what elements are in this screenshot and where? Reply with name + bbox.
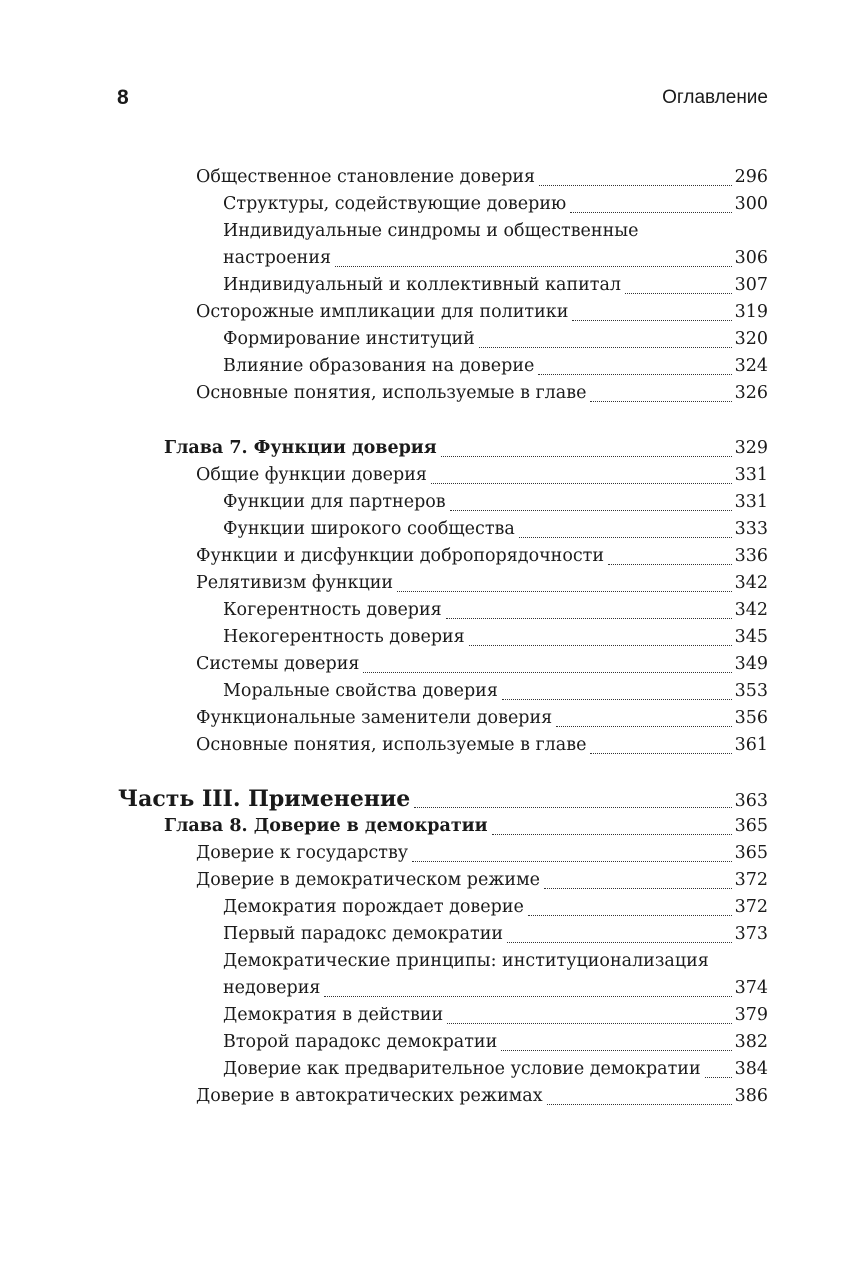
toc-entry[interactable]: Релятивизм функции 342 <box>196 573 768 593</box>
toc-entry[interactable]: Доверие в демократическом режиме 372 <box>196 870 768 890</box>
toc-entry[interactable]: Когерентность доверия 342 <box>223 600 768 620</box>
toc-entry-line: Индивидуальные синдромы и общественные <box>223 221 639 241</box>
toc-chapter[interactable]: Глава 8. Доверие в демократии 365 <box>164 816 768 836</box>
toc-entry-line: Демократические принципы: институционализация <box>223 951 709 971</box>
toc-entry[interactable]: Функциональные заменители доверия 356 <box>196 708 768 728</box>
toc-entry[interactable]: Основные понятия, используемые в главе 361 <box>196 735 768 755</box>
toc-entry[interactable]: Осторожные импликации для политики 319 <box>196 302 768 322</box>
toc-entry[interactable]: Функции и дисфункции добропорядочности 336 <box>196 546 768 566</box>
toc-entry[interactable]: Доверие в автократических режимах 386 <box>196 1086 768 1106</box>
toc-entry[interactable]: Функции для партнеров 331 <box>223 492 768 512</box>
toc-entry[interactable]: Некогерентность доверия 345 <box>223 627 768 647</box>
toc-entry[interactable]: Второй парадокс демократии 382 <box>223 1032 768 1052</box>
toc-chapter[interactable]: Глава 7. Функции доверия 329 <box>164 438 768 458</box>
toc-entry[interactable]: Функции широкого сообщества 333 <box>223 519 768 539</box>
toc-entry[interactable]: Структуры, содействующие доверию 300 <box>223 194 768 214</box>
toc-entry[interactable]: Доверие как предварительное условие демократии 384 <box>223 1059 768 1079</box>
toc-entry[interactable]: Основные понятия, используемые в главе 326 <box>196 383 768 403</box>
toc-entry[interactable]: Индивидуальный и коллективный капитал 307 <box>223 275 768 295</box>
toc-entry[interactable]: Общественное становление доверия 296 <box>196 167 768 187</box>
toc-entry[interactable]: Демократия порождает доверие 372 <box>223 897 768 917</box>
toc-entry[interactable]: Первый парадокс демократии 373 <box>223 924 768 944</box>
toc-entry[interactable]: Моральные свойства доверия 353 <box>223 681 768 701</box>
toc-part[interactable]: Часть III. Применение 363 <box>118 786 768 812</box>
page-number: 8 <box>117 86 129 109</box>
toc-entry[interactable]: Общие функции доверия 331 <box>196 465 768 485</box>
toc-entry[interactable]: недоверия 374 <box>223 978 768 998</box>
toc-entry[interactable]: Доверие к государству 365 <box>196 843 768 863</box>
toc-entry[interactable]: Формирование институций 320 <box>223 329 768 349</box>
toc-entry[interactable]: Системы доверия 349 <box>196 654 768 674</box>
toc-entry[interactable]: Демократия в действии 379 <box>223 1005 768 1025</box>
toc-entry[interactable]: Влияние образования на доверие 324 <box>223 356 768 376</box>
toc-entry[interactable]: настроения 306 <box>223 248 768 268</box>
running-header: Оглавление <box>662 87 768 108</box>
